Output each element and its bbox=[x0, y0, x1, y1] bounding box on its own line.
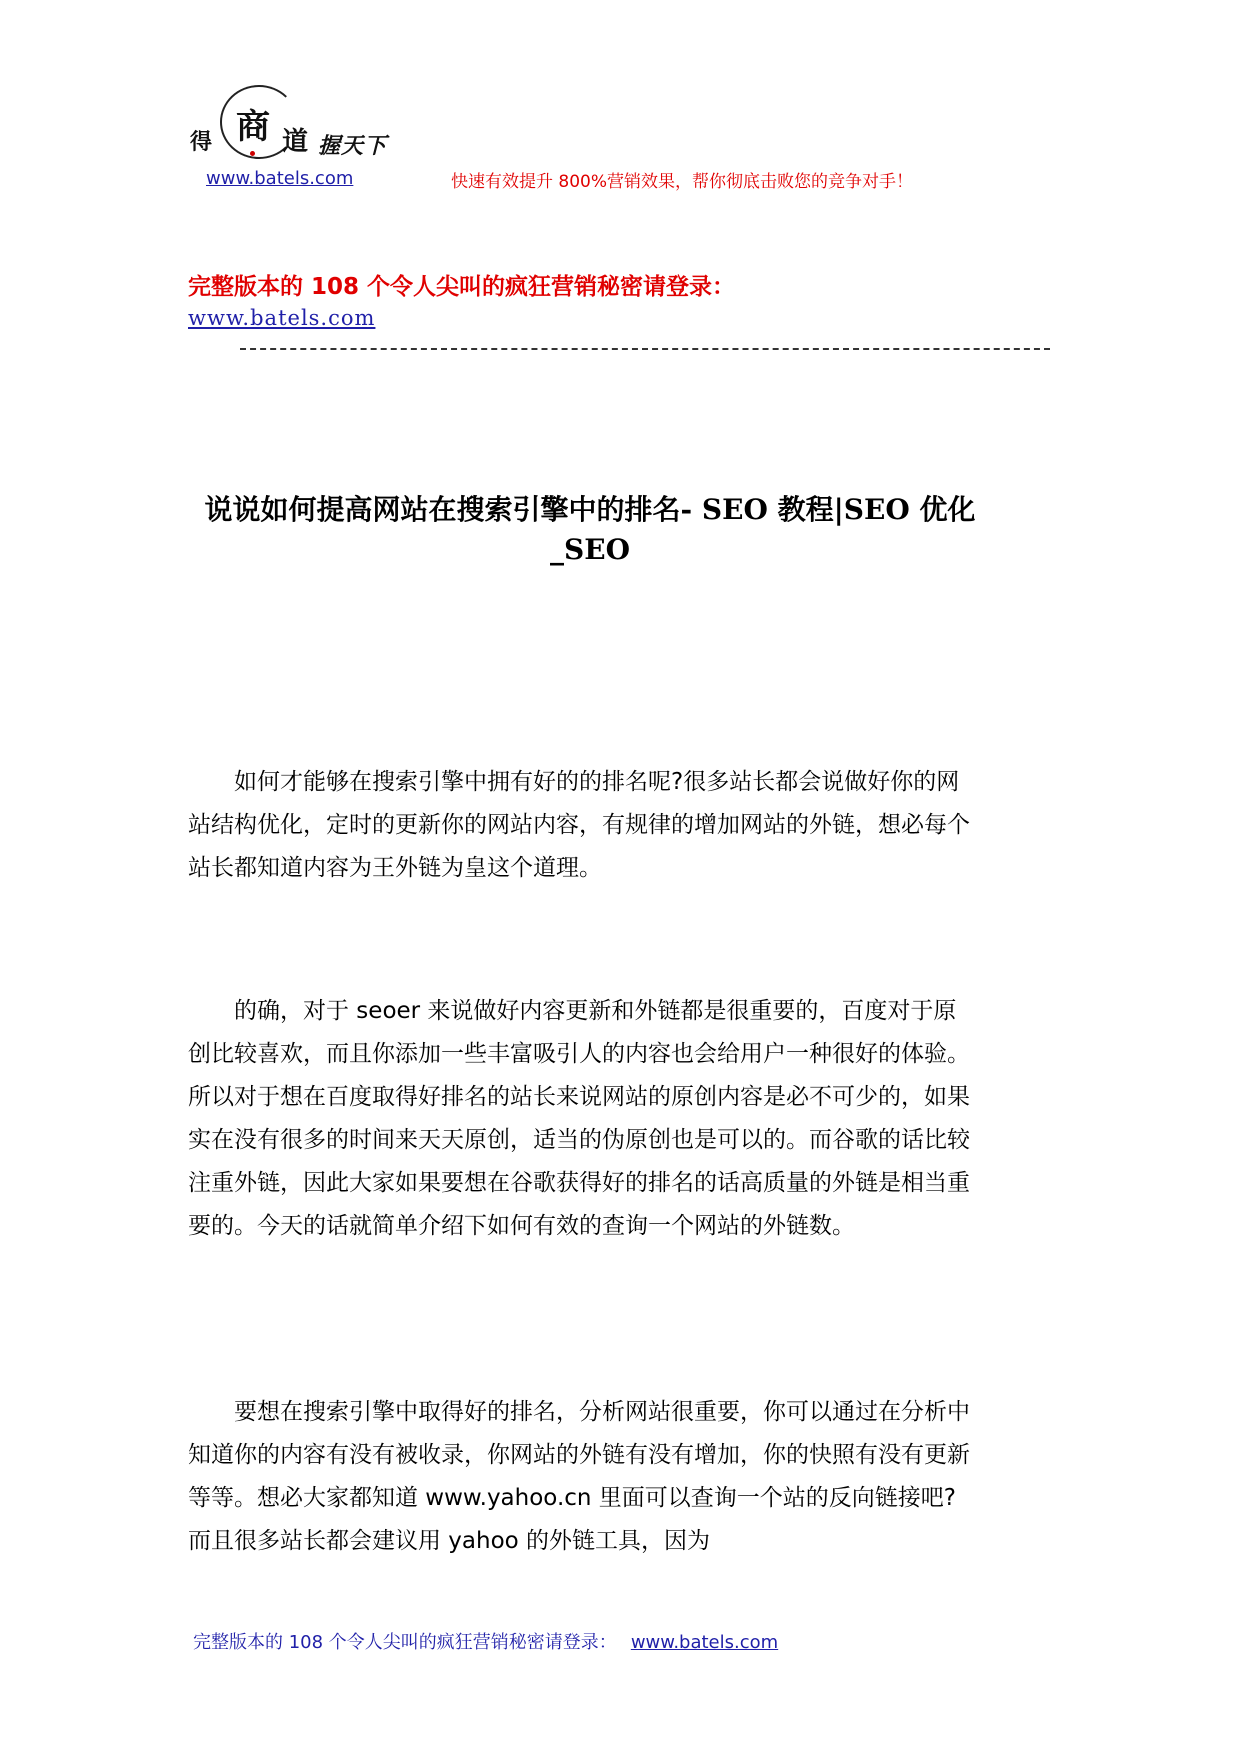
promo-website-link[interactable]: www.batels.com bbox=[188, 306, 376, 330]
header-website-link[interactable]: www.batels.com bbox=[206, 168, 354, 189]
footer-text: 完整版本的 108 个令人尖叫的疯狂营销秘密请登录： bbox=[193, 1632, 617, 1653]
header-tagline: 快速有效提升 800%营销效果，帮你彻底击败您的竞争对手！ bbox=[451, 172, 914, 192]
dashed-divider bbox=[240, 348, 1050, 350]
page-footer bbox=[193, 1628, 778, 1654]
promo-title: 完整版本的 108 个令人尖叫的疯狂营销秘密请登录： bbox=[188, 274, 736, 300]
logo-seal bbox=[250, 151, 255, 156]
brand-logo bbox=[190, 85, 400, 157]
article-title: 说说如何提高网站在搜索引擎中的排名- SEO 教程|SEO 优化 _SEO bbox=[204, 493, 976, 566]
article-paragraph-2: 的确，对于 seoer 来说做好内容更新和外链都是很重要的，百度对于原创比较喜欢，而且你添加一些丰富吸引人的内容也会给用户一种很好的体验。所以对于想在百度取得好排名的站长来说网站的原创内容是必不可少的，如果实在没有很多的时间来天天原创，适当的伪原创也是可以的。而谷歌的话比较注重外链，因此大家如果要想在谷歌获得好的排名的话高质量的外链是相当重要的。今天的话就简单介绍下如何有效的查询一个网站的外链数。 bbox=[188, 998, 970, 1239]
logo-char-de: 得 bbox=[190, 129, 213, 155]
logo-char-shang: 商 bbox=[236, 107, 270, 147]
logo-slogan: 握天下 bbox=[318, 133, 388, 159]
logo-char-dao: 道 bbox=[282, 127, 309, 157]
article-paragraph-3: 要想在搜索引擎中取得好的排名，分析网站很重要，你可以通过在分析中知道你的内容有没有被收录，你网站的外链有没有增加，你的快照有没有更新等等。想必大家都知道 www.yahoo.cn 里面可以查询一个站的反向链接吧?而且很多站长都会建议用 yahoo 的外链工具，因为 bbox=[188, 1399, 970, 1554]
footer-website-link[interactable]: www.batels.com bbox=[630, 1632, 779, 1653]
article-paragraph-1: 如何才能够在搜索引擎中拥有好的的排名呢?很多站长都会说做好你的网站结构优化，定时的更新你的网站内容，有规律的增加网站的外链，想必每个站长都知道内容为王外链为皇这个道理。 bbox=[188, 769, 970, 881]
